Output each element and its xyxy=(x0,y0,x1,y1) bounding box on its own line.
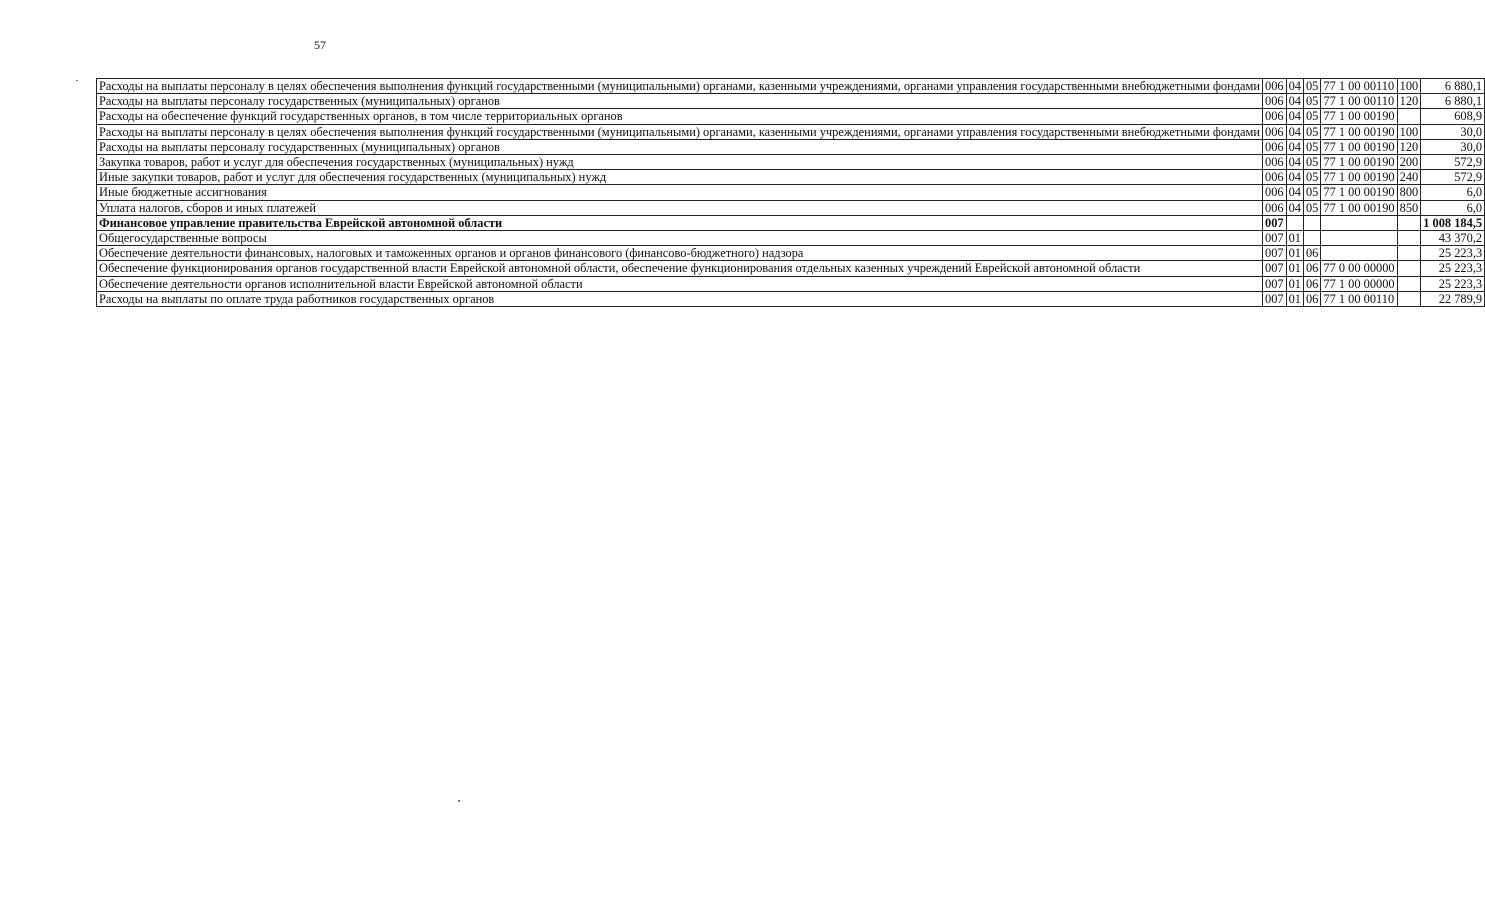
expense-type-cell xyxy=(1397,291,1421,306)
amount-cell: 25 223,3 xyxy=(1421,276,1485,291)
target-article-cell: 77 1 00 00110 xyxy=(1321,94,1397,109)
row-name-cell: Закупка товаров, работ и услуг для обеспечения государственных (муниципальных) нужд xyxy=(97,155,1263,170)
subsection-code-cell: 06 xyxy=(1303,261,1320,276)
ministry-code-cell: 006 xyxy=(1263,79,1287,94)
amount-cell: 30,0 xyxy=(1421,139,1485,154)
expense-type-cell: 240 xyxy=(1397,170,1421,185)
subsection-code-cell xyxy=(1303,231,1320,246)
subsection-code-cell: 06 xyxy=(1303,291,1320,306)
subsection-code-cell: 05 xyxy=(1303,185,1320,200)
section-code-cell: 01 xyxy=(1286,261,1303,276)
amount-cell: 6 880,1 xyxy=(1421,94,1485,109)
amount-cell: 22 789,9 xyxy=(1421,291,1485,306)
section-code-cell: 01 xyxy=(1286,231,1303,246)
ministry-code-cell: 006 xyxy=(1263,200,1287,215)
expense-type-cell xyxy=(1397,215,1421,230)
target-article-cell: 77 1 00 00190 xyxy=(1321,109,1397,124)
target-article-cell: 77 1 00 00190 xyxy=(1321,124,1397,139)
expense-type-cell xyxy=(1397,276,1421,291)
amount-cell: 30,0 xyxy=(1421,124,1485,139)
amount-cell: 6,0 xyxy=(1421,185,1485,200)
amount-cell: 1 008 184,5 xyxy=(1421,215,1485,230)
section-code-cell: 04 xyxy=(1286,94,1303,109)
target-article-cell: 77 1 00 00000 xyxy=(1321,276,1397,291)
ministry-code-cell: 007 xyxy=(1263,246,1287,261)
target-article-cell: 77 1 00 00190 xyxy=(1321,155,1397,170)
amount-cell: 43 370,2 xyxy=(1421,231,1485,246)
table-row xyxy=(97,291,1485,306)
table-row xyxy=(97,200,1485,215)
budget-table xyxy=(96,78,1485,307)
row-name-cell: Общегосударственные вопросы xyxy=(97,231,1263,246)
expense-type-cell xyxy=(1397,109,1421,124)
row-name-cell: Обеспечение деятельности финансовых, налоговых и таможенных органов и органов финансового (финансово-бюджетного) надзора xyxy=(97,246,1263,261)
table-row xyxy=(97,109,1485,124)
section-code-cell: 04 xyxy=(1286,155,1303,170)
ministry-code-cell: 006 xyxy=(1263,109,1287,124)
expense-type-cell xyxy=(1397,246,1421,261)
row-name-cell: Расходы на выплаты персоналу в целях обеспечения выполнения функций государственными (муниципальными) органами, казенными учреждениями, органами управления государственными внебюджетными фондами xyxy=(97,79,1263,94)
section-code-cell: 01 xyxy=(1286,291,1303,306)
target-article-cell: 77 0 00 00000 xyxy=(1321,261,1397,276)
ministry-code-cell: 006 xyxy=(1263,155,1287,170)
ministry-code-cell: 007 xyxy=(1263,291,1287,306)
row-name-cell: Расходы на обеспечение функций государственных органов, в том числе территориальных органов xyxy=(97,109,1263,124)
subsection-code-cell: 05 xyxy=(1303,170,1320,185)
section-code-cell: 01 xyxy=(1286,276,1303,291)
subsection-code-cell: 05 xyxy=(1303,124,1320,139)
table-row xyxy=(97,94,1485,109)
amount-cell: 6 880,1 xyxy=(1421,79,1485,94)
ministry-code-cell: 006 xyxy=(1263,170,1287,185)
subsection-code-cell: 05 xyxy=(1303,94,1320,109)
section-code-cell: 01 xyxy=(1286,246,1303,261)
row-name-cell: Расходы на выплаты персоналу государственных (муниципальных) органов xyxy=(97,139,1263,154)
row-name-cell: Финансовое управление правительства Еврейской автономной области xyxy=(97,215,1263,230)
expense-type-cell: 850 xyxy=(1397,200,1421,215)
target-article-cell: 77 1 00 00110 xyxy=(1321,291,1397,306)
table-row xyxy=(97,276,1485,291)
table-row xyxy=(97,231,1485,246)
section-code-cell: 04 xyxy=(1286,170,1303,185)
expense-type-cell: 200 xyxy=(1397,155,1421,170)
subsection-code-cell: 06 xyxy=(1303,246,1320,261)
expense-type-cell: 800 xyxy=(1397,185,1421,200)
row-name-cell: Уплата налогов, сборов и иных платежей xyxy=(97,200,1263,215)
section-code-cell: 04 xyxy=(1286,79,1303,94)
row-name-cell: Иные закупки товаров, работ и услуг для обеспечения государственных (муниципальных) нужд xyxy=(97,170,1263,185)
ministry-code-cell: 006 xyxy=(1263,139,1287,154)
target-article-cell xyxy=(1321,246,1397,261)
expense-type-cell: 120 xyxy=(1397,139,1421,154)
table-row xyxy=(97,124,1485,139)
row-name-cell: Иные бюджетные ассигнования xyxy=(97,185,1263,200)
subsection-code-cell: 06 xyxy=(1303,276,1320,291)
section-code-cell xyxy=(1286,215,1303,230)
row-name-cell: Расходы на выплаты персоналу в целях обеспечения выполнения функций государственными (муниципальными) органами, казенными учреждениями, органами управления государственными внебюджетными фондами xyxy=(97,124,1263,139)
table-row xyxy=(97,185,1485,200)
table-row xyxy=(97,155,1485,170)
section-code-cell: 04 xyxy=(1286,139,1303,154)
table-row xyxy=(97,215,1485,230)
section-code-cell: 04 xyxy=(1286,185,1303,200)
target-article-cell: 77 1 00 00190 xyxy=(1321,139,1397,154)
ministry-code-cell: 006 xyxy=(1263,185,1287,200)
subsection-code-cell: 05 xyxy=(1303,155,1320,170)
table-row xyxy=(97,246,1485,261)
amount-cell: 25 223,3 xyxy=(1421,261,1485,276)
subsection-code-cell xyxy=(1303,215,1320,230)
ministry-code-cell: 006 xyxy=(1263,94,1287,109)
row-name-cell: Обеспечение деятельности органов исполнительной власти Еврейской автономной области xyxy=(97,276,1263,291)
target-article-cell: 77 1 00 00190 xyxy=(1321,185,1397,200)
row-name-cell: Расходы на выплаты персоналу государственных (муниципальных) органов xyxy=(97,94,1263,109)
section-code-cell: 04 xyxy=(1286,124,1303,139)
target-article-cell: 77 1 00 00190 xyxy=(1321,170,1397,185)
row-name-cell: Расходы на выплаты по оплате труда работников государственных органов xyxy=(97,291,1263,306)
expense-type-cell xyxy=(1397,231,1421,246)
subsection-code-cell: 05 xyxy=(1303,200,1320,215)
ministry-code-cell: 006 xyxy=(1263,124,1287,139)
table-row xyxy=(97,170,1485,185)
target-article-cell: 77 1 00 00110 xyxy=(1321,79,1397,94)
subsection-code-cell: 05 xyxy=(1303,139,1320,154)
expense-type-cell: 120 xyxy=(1397,94,1421,109)
amount-cell: 572,9 xyxy=(1421,155,1485,170)
ministry-code-cell: 007 xyxy=(1263,261,1287,276)
amount-cell: 25 223,3 xyxy=(1421,246,1485,261)
expense-type-cell xyxy=(1397,261,1421,276)
row-name-cell: Обеспечение функционирования органов государственной власти Еврейской автономной области, обеспечение функционирования отдельных казенных учреждений Еврейской автономной области xyxy=(97,261,1263,276)
ministry-code-cell: 007 xyxy=(1263,276,1287,291)
target-article-cell: 77 1 00 00190 xyxy=(1321,200,1397,215)
section-code-cell: 04 xyxy=(1286,109,1303,124)
ministry-code-cell: 007 xyxy=(1263,215,1287,230)
subsection-code-cell: 05 xyxy=(1303,109,1320,124)
section-code-cell: 04 xyxy=(1286,200,1303,215)
table-row xyxy=(97,139,1485,154)
amount-cell: 572,9 xyxy=(1421,170,1485,185)
expense-type-cell: 100 xyxy=(1397,79,1421,94)
table-row xyxy=(97,261,1485,276)
expense-type-cell: 100 xyxy=(1397,124,1421,139)
page-number: 57 xyxy=(314,38,326,52)
budget-table-body xyxy=(97,79,1485,307)
subsection-code-cell: 05 xyxy=(1303,79,1320,94)
amount-cell: 6,0 xyxy=(1421,200,1485,215)
table-row xyxy=(97,79,1485,94)
target-article-cell xyxy=(1321,215,1397,230)
scan-mark xyxy=(458,800,460,802)
scan-mark xyxy=(76,80,78,81)
ministry-code-cell: 007 xyxy=(1263,231,1287,246)
amount-cell: 608,9 xyxy=(1421,109,1485,124)
target-article-cell xyxy=(1321,231,1397,246)
